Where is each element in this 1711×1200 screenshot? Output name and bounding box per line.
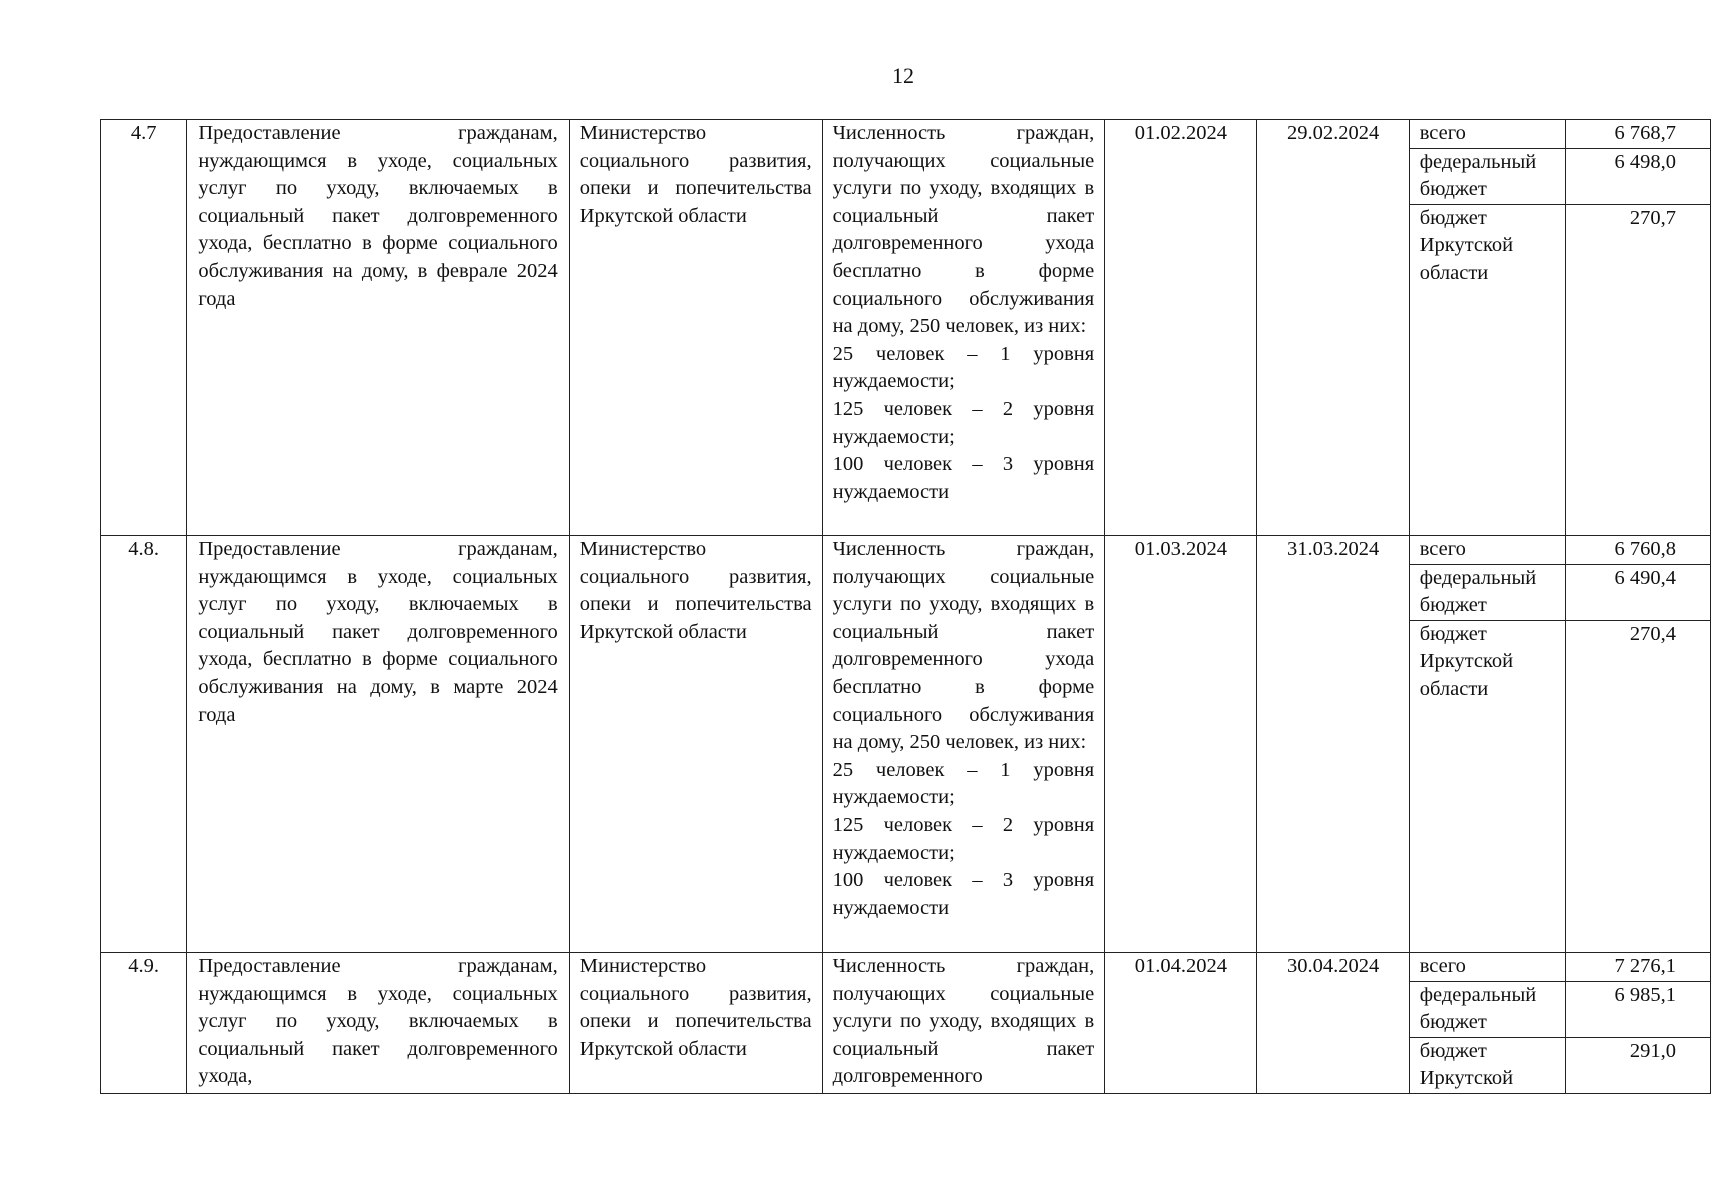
end-date: 29.02.2024 [1257,120,1409,536]
indicator-level-3: 100 человек – 3 уровня нуждаемости [832,453,1095,503]
financing-row-federal [1410,982,1710,1038]
financing-value: 6 498,0 [1614,150,1676,173]
financing-source: всего [1410,536,1566,564]
row-number: 4.9. [101,953,187,1094]
financing-value: 6 760,8 [1614,538,1676,560]
indicator-level-2: 125 человек – 2 уровня нуждаемости; [832,813,1095,864]
financing-cell [1409,953,1710,1094]
measure-name: Предоставление гражданам, нуждающимся в уходе, социальных услуг по уходу, включаемых в социальный пакет долговременного ухода, бесплатно в форме социального обслуживания на дому, в феврале 2024 года [187,120,569,536]
financing-source: всего [1410,120,1566,148]
indicator-level-1: 25 человек – 1 уровня нуждаемости; [832,342,1095,393]
financing-source: бюджет Иркутской области [1410,621,1566,952]
indicator-text: Численность граждан, получающих социальные услуги по уходу, входящих в социальный пакет долговременного ухода бесплатно в форме социального обслуживания на дому, 250 человек, из них: [832,122,1095,338]
financing-row-regional [1410,621,1710,952]
responsible-executor: Министерство социального развития, опеки и попечительства Иркутской области [569,120,822,536]
financing-value: 270,7 [1629,206,1676,229]
financing-cell [1409,536,1710,953]
financing-row-total [1410,953,1710,982]
financing-value: 291,0 [1629,1039,1676,1062]
start-date: 01.02.2024 [1105,120,1257,536]
measure-name: Предоставление гражданам, нуждающимся в уходе, социальных услуг по уходу, включаемых в социальный пакет долговременного ухода, [187,953,569,1094]
indicator-level-3: 100 человек – 3 уровня нуждаемости [832,869,1095,919]
indicator-text: Численность граждан, получающих социальные услуги по уходу, входящих в социальный пакет долговременного [832,955,1095,1088]
financing-value: 7 276,1 [1614,955,1676,977]
measures-table [100,119,1711,1094]
indicator-cell [822,953,1105,1094]
indicator-text: Численность граждан, получающих социальные услуги по уходу, входящих в социальный пакет долговременного ухода бесплатно в форме социального обслуживания на дому, 250 человек, из них: [832,538,1095,754]
financing-value: 6 768,7 [1614,122,1676,144]
financing-row-total [1410,120,1710,149]
financing-row-regional [1410,205,1710,535]
financing-row-federal [1410,565,1710,621]
financing-source: бюджет Иркутской области [1410,205,1566,535]
financing-row-total [1410,536,1710,565]
table-row [101,953,1711,1094]
start-date: 01.03.2024 [1105,536,1257,953]
table-row [101,536,1711,953]
financing-value: 6 490,4 [1614,566,1676,589]
start-date: 01.04.2024 [1105,953,1257,1094]
indicator-level-1: 25 человек – 1 уровня нуждаемости; [832,758,1095,809]
row-number: 4.7 [101,120,187,536]
financing-source: федеральный бюджет [1410,149,1566,204]
end-date: 30.04.2024 [1257,953,1409,1094]
financing-source: федеральный бюджет [1410,982,1566,1037]
indicator-cell [822,536,1105,953]
indicator-level-2: 125 человек – 2 уровня нуждаемости; [832,397,1095,448]
financing-row-regional [1410,1038,1710,1093]
table-row [101,120,1711,536]
indicator-cell [822,120,1105,536]
row-number: 4.8. [101,536,187,953]
responsible-executor: Министерство социального развития, опеки и попечительства Иркутской области [569,953,822,1094]
responsible-executor: Министерство социального развития, опеки и попечительства Иркутской области [569,536,822,953]
financing-value: 270,4 [1629,622,1676,645]
measure-name: Предоставление гражданам, нуждающимся в уходе, социальных услуг по уходу, включаемых в социальный пакет долговременного ухода, бесплатно в форме социального обслуживания на дому, в марте 2024 года [187,536,569,953]
end-date: 31.03.2024 [1257,536,1409,953]
financing-cell [1409,120,1710,536]
financing-row-federal [1410,149,1710,205]
page-number: 12 [892,63,914,88]
financing-source: бюджет Иркутской [1410,1038,1566,1093]
financing-source: федеральный бюджет [1410,565,1566,620]
financing-source: всего [1410,953,1566,981]
financing-value: 6 985,1 [1614,983,1676,1006]
